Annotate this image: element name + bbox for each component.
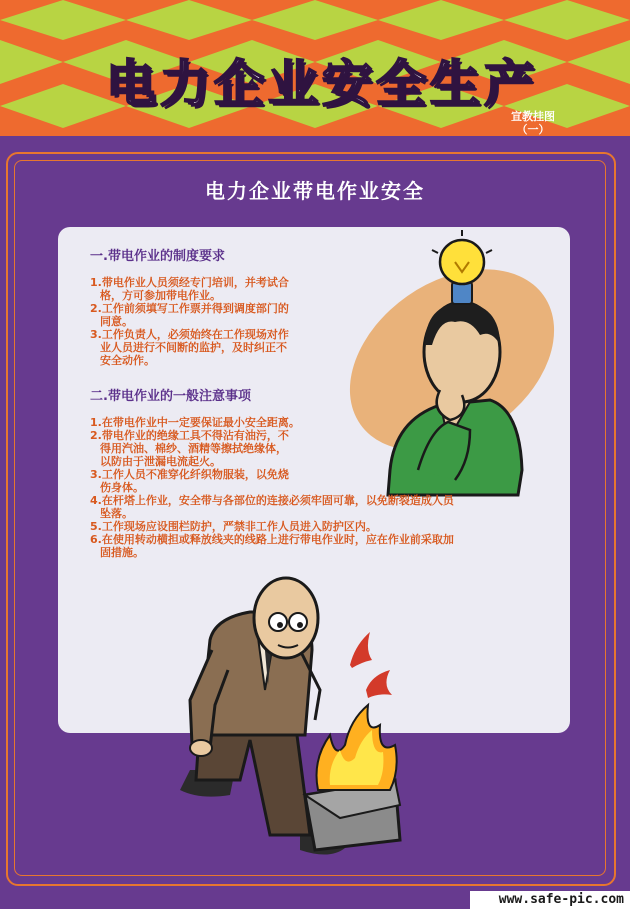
list-item: 同意。: [100, 315, 133, 328]
list-item: 业人员进行不间断的监护，及时纠正不: [100, 341, 287, 354]
list-item: 坠落。: [100, 507, 133, 520]
list-item: 3.工作人员不准穿化纤织物服装，以免烧: [90, 468, 289, 481]
list-item: 安全动作。: [100, 354, 155, 367]
list-item: 2.工作前须填写工作票并得到调度部门的: [90, 302, 289, 315]
series-label: 宣教挂图: [511, 110, 555, 123]
list-item: 2.带电作业的绝缘工具不得沾有油污，不: [90, 429, 289, 442]
list-item: 伤身体。: [100, 481, 144, 494]
list-item: 5.工作现场应设围栏防护，严禁非工作人员进入防护区内。: [90, 520, 377, 533]
heading-precautions: 二.带电作业的一般注意事项: [90, 389, 251, 404]
series-number: （一）: [516, 123, 550, 136]
list-item: 6.在使用转动横担或释放线夹的线路上进行带电作业时，应在作业前采取加: [90, 533, 454, 546]
list-item: 3.工作负责人，必须始终在工作现场对作: [90, 328, 289, 341]
footer-url: www.safe-pic.com: [498, 892, 624, 907]
section-title: 电力企业带电作业安全: [205, 179, 425, 203]
list-item: 格，方可参加带电作业。: [100, 289, 221, 302]
footer-watermark: [470, 891, 630, 909]
list-item: 固措施。: [100, 546, 144, 559]
list-item: 1.带电作业人员须经专门培训，并考试合: [90, 276, 289, 289]
poster-title: 电力企业安全生产: [106, 55, 538, 113]
heading-rules: 一.带电作业的制度要求: [90, 249, 225, 264]
list-item: 得用汽油、棉纱、酒精等擦拭绝缘体，: [100, 442, 287, 455]
list-item: 1.在带电作业中一定要保证最小安全距离。: [90, 416, 300, 429]
list-item: 4.在杆塔上作业，安全带与各部位的连接必须牢固可靠，以免断裂造成人员: [90, 494, 454, 507]
list-item: 以防由于泄漏电流起火。: [100, 455, 221, 468]
